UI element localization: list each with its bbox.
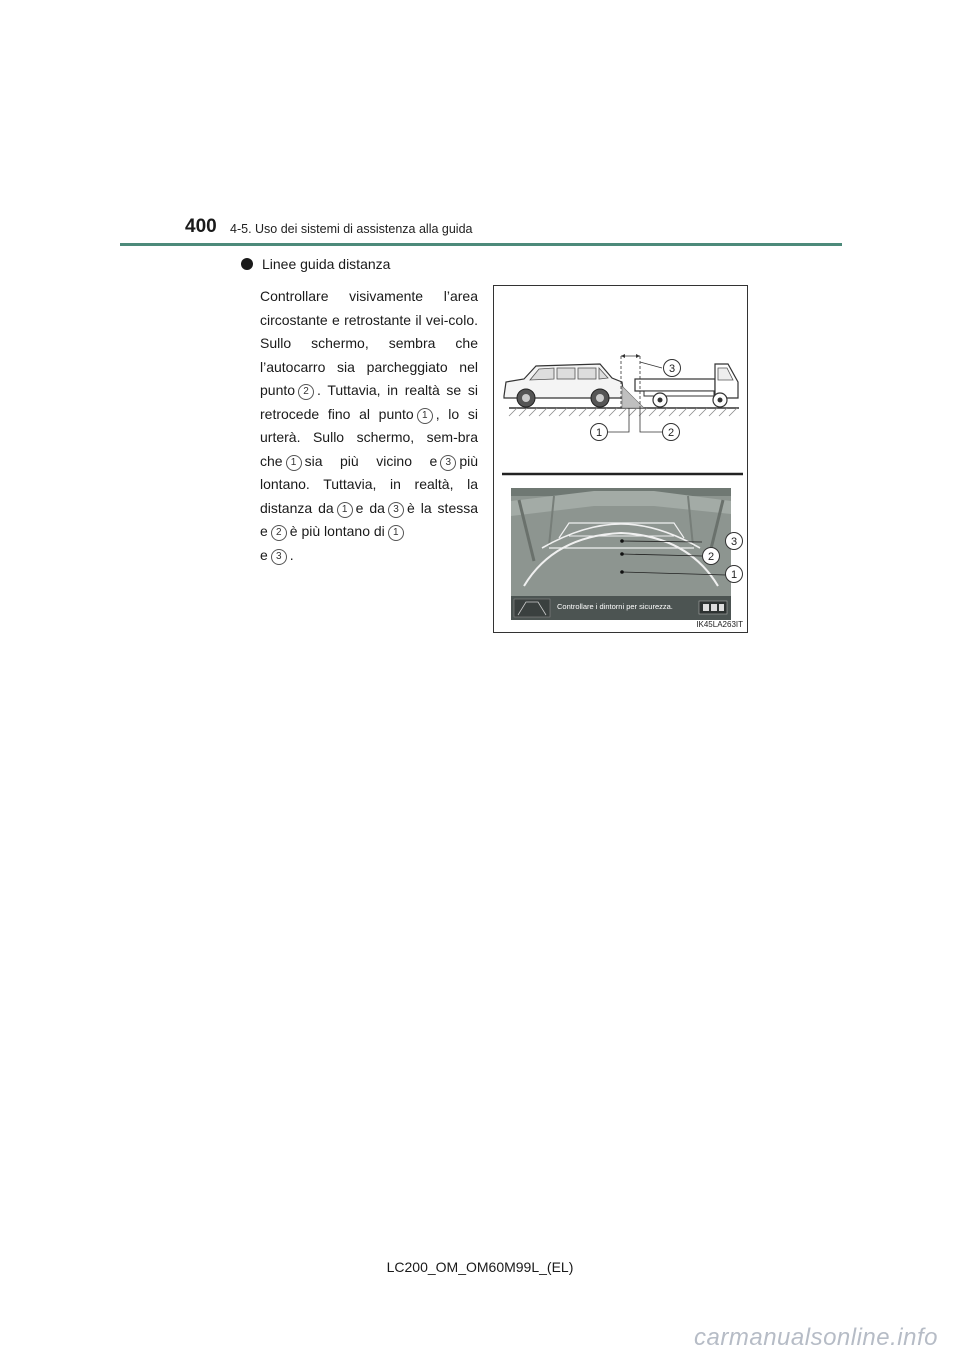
text-segment: .	[289, 546, 294, 563]
svg-text:2: 2	[667, 427, 675, 439]
text-segment: e da	[355, 499, 385, 516]
text-segment: . Tuttavia, in realtà se si retrocede fino al punto	[260, 382, 478, 422]
text-segment: sia più vicino e	[304, 452, 438, 469]
callout-3-screen	[726, 533, 743, 550]
suv-illustration	[504, 364, 624, 407]
svg-text:1: 1	[730, 569, 738, 581]
text-segment: , lo si urterà. Sullo schermo, sem-bra che	[260, 405, 478, 469]
ref-number: 2	[271, 525, 287, 541]
ref-number: 1	[286, 455, 302, 471]
svg-text:1: 1	[595, 427, 603, 439]
ref-number: 3	[440, 455, 456, 471]
text-segment: è la stessa e	[260, 499, 479, 539]
ref-number: 1	[388, 525, 404, 541]
ref-number: 3	[271, 549, 287, 565]
body-paragraph	[260, 285, 478, 567]
callout-1-top	[591, 424, 608, 441]
watermark: carmanualsonline.info	[694, 1324, 938, 1351]
figure-illustration	[494, 286, 749, 634]
section-title: 4-5. Uso dei sistemi di assistenza alla guida	[230, 222, 473, 236]
text-segment: Controllare visivamente l’area circostante e retrostante il vei-colo. Sullo schermo, sembra che l’autocarro sia parcheggiato nel punto	[260, 288, 478, 398]
svg-text:3: 3	[730, 536, 738, 548]
text-segment: più lontano. Tuttavia, in realtà, la distanza da	[260, 452, 478, 516]
figure-id: IK45LA263IT	[696, 620, 743, 629]
text-segment: e	[260, 546, 268, 563]
bullet-title: Linee guida distanza	[262, 256, 391, 272]
ground-hatching	[509, 408, 737, 416]
truck-illustration	[635, 364, 738, 407]
callout-2-screen	[703, 548, 720, 565]
figure-distance-guide	[493, 285, 748, 633]
callout-2-top	[663, 424, 680, 441]
svg-text:3: 3	[668, 363, 676, 375]
header-rule	[120, 243, 842, 246]
page-number: 400	[185, 216, 217, 237]
svg-text:2: 2	[707, 551, 715, 563]
text-segment: è più lontano di	[289, 523, 385, 539]
bullet-heading	[241, 256, 390, 272]
ref-number: 3	[388, 502, 404, 518]
callout-3-top	[664, 360, 681, 377]
callout-1-screen	[726, 566, 743, 583]
footer-model-code: LC200_OM_OM60M99L_(EL)	[386, 1259, 574, 1275]
ref-number: 2	[298, 384, 314, 400]
ref-number: 1	[417, 408, 433, 424]
screen-message: Controllare i dintorni per sicurezza.	[557, 602, 673, 611]
ref-number: 1	[337, 502, 353, 518]
bullet-icon	[241, 258, 253, 270]
